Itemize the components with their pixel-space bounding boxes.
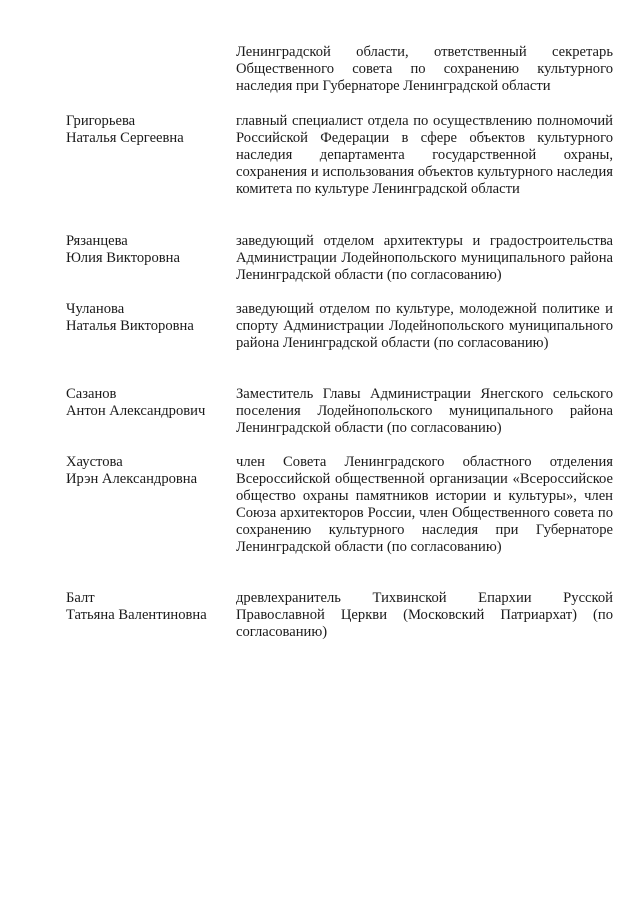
member-name [66,386,226,420]
member-position: Заместитель Главы Администрации Янегского сельского поселения Лодейнопольского муниципального района Ленинградской области (по согласованию) [236,386,613,437]
member-name [66,454,226,488]
member-given-names: Юлия Викторовна [66,250,180,267]
member-surname: Рязанцева [66,233,128,249]
member-position: член Совета Ленинградского областного отделения Всероссийской общественной организации «Всероссийское общество охраны памятников истории и культуры», член Союза архитекторов России, член Общественного совета по сохранению культурного наследия при Губернаторе Ленинградской области (по согласованию) [236,454,613,556]
member-name [66,301,226,335]
continuation-position: Ленинградской области, ответственный секретарь Общественного совета по сохранению культурного наследия при Губернаторе Ленинградской области [236,44,613,95]
member-name [66,113,226,147]
member-surname: Сазанов [66,386,117,402]
member-given-names: Наталья Викторовна [66,318,194,335]
member-surname: Чуланова [66,301,125,317]
member-given-names: Татьяна Валентиновна [66,607,207,624]
member-position: древлехранитель Тихвинской Епархии Русской Православной Церкви (Московский Патриархат) (по согласованию) [236,590,613,641]
member-position: главный специалист отдела по осуществлению полномочий Российской Федерации в сфере объектов культурного наследия департамента государственной охраны, сохранения и использования объектов культурного наследия комитета по культуре Ленинградской области [236,113,613,198]
member-given-names: Антон Александрович [66,403,206,420]
member-given-names: Ирэн Александровна [66,471,198,488]
member-name [66,590,226,624]
member-surname: Григорьева [66,113,136,129]
member-position: заведующий отделом архитектуры и градостроительства Администрации Лодейнопольского муниципального района Ленинградской области (по согласованию) [236,233,613,284]
member-name [66,233,226,267]
member-surname: Хаустова [66,454,123,470]
member-given-names: Наталья Сергеевна [66,130,184,147]
member-position: заведующий отделом по культуре, молодежной политике и спорту Администрации Лодейнопольского муниципального района Ленинградской области (по согласованию) [236,301,613,352]
member-surname: Балт [66,590,95,606]
